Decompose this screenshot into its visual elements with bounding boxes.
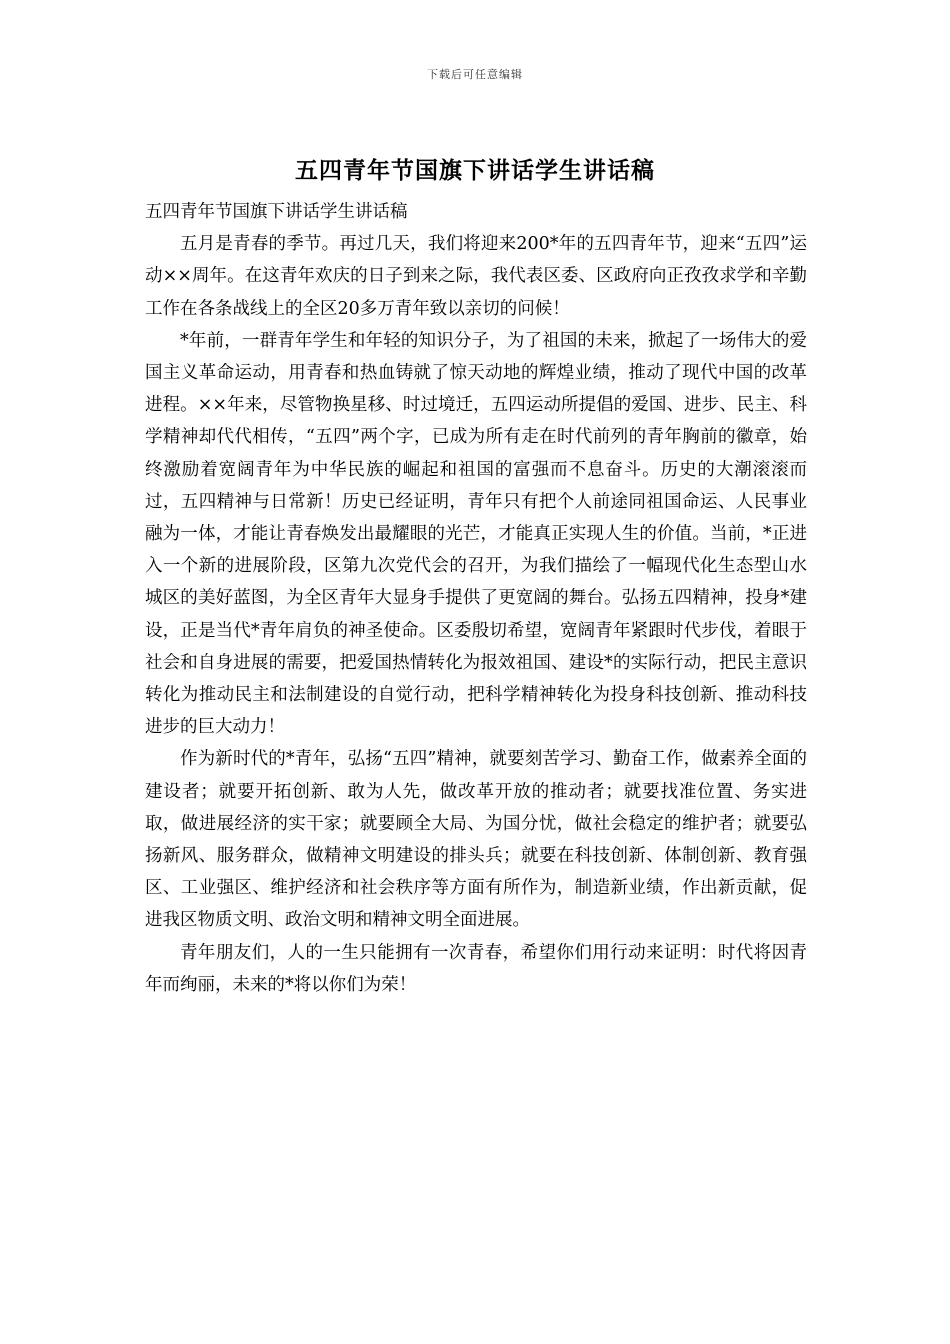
document-subtitle: 五四青年节国旗下讲话学生讲话稿 (145, 202, 408, 222)
paragraph-1: 五月是青春的季节。再过几天，我们将迎来200*年的五四青年节，迎来“五四”运动××周年。在这青年欢庆的日子到来之际，我代表区委、区政府向正孜孜求学和辛勤工作在各条战线上的全区20多万青年致以亲切的问候！ (145, 234, 807, 319)
paragraph-4: 青年朋友们，人的一生只能拥有一次青春，希望你们用行动来证明：时代将因青年而绚丽，未来的*将以你们为荣！ (145, 942, 807, 995)
paragraph-3: 作为新时代的*青年，弘扬“五四”精神，就要刻苦学习、勤奋工作，做素养全面的建设者；就要开拓创新、敢为人先，做改革开放的推动者；就要找准位置、务实进取，做进展经济的实干家；就要顾全大局、为国分忧，做社会稳定的维护者；就要弘扬新风、服务群众，做精神文明建设的排头兵；就要在科技创新、体制创新、教育强区、工业强区、维护经济和社会秩序等方面有所作为，制造新业绩，作出新贡献，促进我区物质文明、政治文明和精神文明全面进展。 (145, 749, 807, 931)
header-note: 下载后可任意编辑 (427, 68, 523, 81)
document-body (145, 196, 807, 1001)
document-title: 五四青年节国旗下讲话学生讲话稿 (295, 157, 655, 184)
paragraph-2: *年前，一群青年学生和年轻的知识分子，为了祖国的未来，掀起了一场伟大的爱国主义革命运动，用青春和热血铸就了惊天动地的辉煌业绩，推动了现代中国的改革进程。××年来，尽管物换星移、时过境迁，五四运动所提倡的爱国、进步、民主、科学精神却代代相传，“五四”两个字，已成为所有走在时代前列的青年胸前的徽章，始终激励着宽阔青年为中华民族的崛起和祖国的富强而不息奋斗。历史的大潮滚滚而过，五四精神与日常新！历史已经证明，青年只有把个人前途同祖国命运、人民事业融为一体，才能让青春焕发出最耀眼的光芒，才能真正实现人生的价值。当前，*正进入一个新的进展阶段，区第九次党代会的召开，为我们描绘了一幅现代化生态型山水城区的美好蓝图，为全区青年大显身手提供了更宽阔的舞台。弘扬五四精神，投身*建设，正是当代*青年肩负的神圣使命。区委殷切希望，宽阔青年紧跟时代步伐，着眼于社会和自身进展的需要，把爱国热情转化为报效祖国、建设*的实际行动，把民主意识转化为推动民主和法制建设的自觉行动，把科学精神转化为投身科技创新、推动科技进步的巨大动力！ (145, 330, 807, 738)
